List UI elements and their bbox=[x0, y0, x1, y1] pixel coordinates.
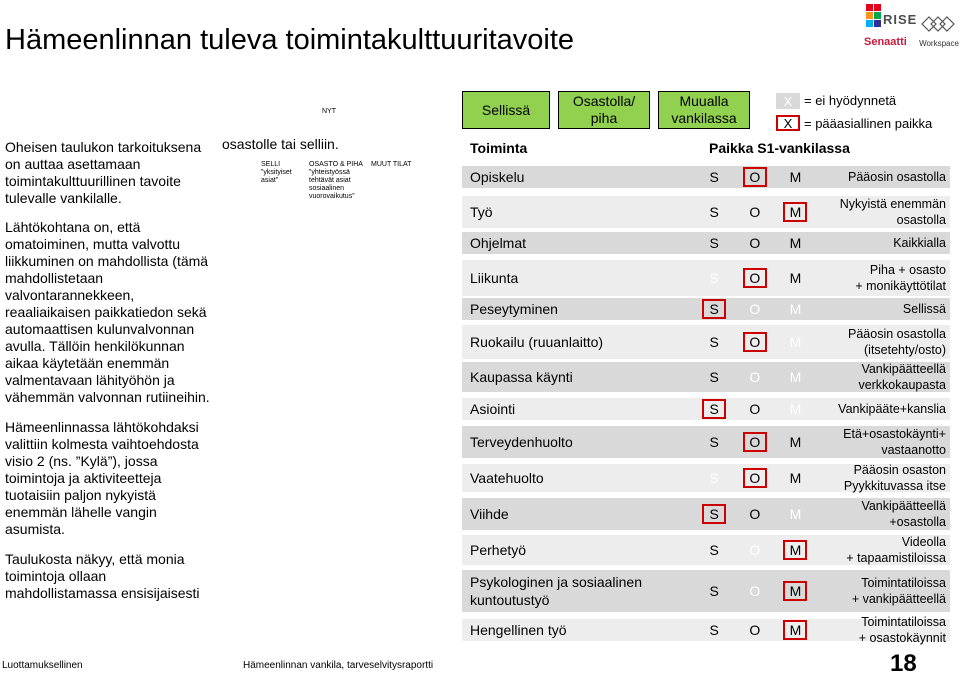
body-text-line: Taulukosta näkyy, että monia bbox=[5, 551, 185, 567]
cell-location-o: O bbox=[749, 204, 761, 220]
column-header-ward-line1: Osastolla/ bbox=[572, 93, 636, 109]
row-place bbox=[807, 614, 950, 646]
row-place-line: Vankipääte+kanslia bbox=[838, 402, 946, 416]
location-cells bbox=[702, 399, 807, 419]
row-label: Liikunta bbox=[470, 270, 519, 286]
body-text-line: Hämeenlinnassa lähtökohdaksi bbox=[5, 419, 199, 435]
row-label: Hengellinen työ bbox=[470, 622, 567, 638]
row-place bbox=[807, 196, 950, 228]
cell-location-m: M bbox=[789, 334, 802, 350]
muut-tilat-label: MUUT TILAT bbox=[371, 161, 412, 168]
row-place bbox=[807, 498, 950, 530]
column-header-elsewhere bbox=[658, 91, 750, 129]
body-text-line: valmentavaan lähityöhön ja bbox=[5, 372, 175, 388]
row-place-line: Sellissä bbox=[902, 302, 946, 316]
row-place-line: +osastolla bbox=[889, 515, 946, 529]
selli-block-line: SELLI bbox=[261, 161, 281, 168]
cell-location-s: S bbox=[709, 270, 719, 286]
legend-unused-text: = ei hyödynnetä bbox=[804, 93, 897, 108]
row-label: Asiointi bbox=[470, 401, 516, 417]
body-text-line: mahdollistetaan bbox=[5, 270, 104, 286]
overlap-line: osastolle tai selliin. bbox=[222, 136, 339, 152]
row-place-line: Pääosin osastolla bbox=[848, 170, 946, 184]
cell-location-s: S bbox=[709, 235, 719, 251]
page-number: 18 bbox=[890, 650, 917, 677]
location-cells bbox=[702, 167, 807, 187]
cell-location-m: M bbox=[789, 369, 802, 385]
body-text-line: valittiin kolmesta vaihtoehdosta bbox=[5, 436, 199, 452]
row-place bbox=[807, 575, 950, 607]
cell-location-s: S bbox=[709, 622, 719, 638]
row-label: Opiskelu bbox=[470, 169, 525, 185]
row-label bbox=[462, 573, 702, 609]
cell-location-o: O bbox=[749, 542, 761, 558]
location-cells bbox=[702, 581, 807, 601]
selli-block-line: ”yksityiset bbox=[261, 169, 292, 176]
cell-location-o: O bbox=[749, 235, 761, 251]
row-place-line: Kaikkialla bbox=[893, 236, 946, 250]
row-place-line: vastaanotto bbox=[881, 443, 946, 457]
cell-location-o: O bbox=[749, 301, 761, 317]
row-label-line: Psykologinen ja sosiaalinen bbox=[470, 574, 642, 590]
body-text-line: liikkuminen on mahdollista (tämä bbox=[5, 253, 209, 269]
table-row bbox=[462, 362, 950, 392]
row-label: Ohjelmat bbox=[470, 235, 527, 251]
row-place-line: + monikäyttötilat bbox=[855, 279, 946, 293]
cell-location-m: M bbox=[789, 470, 802, 486]
cell-location-o: O bbox=[743, 468, 767, 488]
row-place-line: Pyykkituvassa itse bbox=[843, 479, 946, 493]
row-place-line: Toimintatiloissa bbox=[861, 576, 946, 590]
row-place-line: Vankipäätteellä bbox=[861, 499, 946, 513]
cell-location-o: O bbox=[749, 369, 761, 385]
cell-location-s: S bbox=[702, 399, 726, 419]
body-text-line: on auttaa asettamaan bbox=[5, 156, 141, 172]
cell-location-o: O bbox=[749, 401, 761, 417]
row-place-line: Nykyistä enemmän bbox=[839, 197, 946, 211]
table-row bbox=[462, 166, 950, 188]
row-place-line: Pääosin osastolla bbox=[848, 327, 946, 341]
body-text-line: toimintakulttuurillinen tavoite bbox=[5, 173, 181, 189]
legend-primary-text: = pääasiallinen paikka bbox=[804, 116, 933, 131]
location-cells bbox=[702, 468, 807, 488]
column-header-cell-text: Sellissä bbox=[481, 101, 531, 118]
row-place-line: Toimintatiloissa bbox=[861, 615, 946, 629]
row-label: Peseytyminen bbox=[470, 301, 558, 317]
row-place-line: verkkokaupasta bbox=[858, 378, 946, 392]
row-label: Työ bbox=[470, 204, 493, 220]
row-place bbox=[807, 462, 950, 494]
location-cells bbox=[702, 268, 807, 288]
osasto-block bbox=[309, 161, 363, 201]
footer-confidential: Luottamuksellinen bbox=[2, 660, 83, 671]
table-row bbox=[462, 196, 950, 228]
row-place bbox=[807, 426, 950, 458]
row-label: Vaatehuolto bbox=[470, 470, 544, 486]
body-text-line: omatoiminen, mutta valvottu bbox=[5, 236, 181, 252]
body-text-line: vähemmän valvonnan rutiineihin. bbox=[5, 389, 210, 405]
cell-location-m: M bbox=[783, 540, 807, 560]
body-text-line: reaaliaikaisen paikkatiedon sekä bbox=[5, 304, 207, 320]
table-row bbox=[462, 325, 950, 359]
cell-location-o: O bbox=[749, 506, 761, 522]
cell-location-s: S bbox=[709, 334, 719, 350]
row-place bbox=[807, 326, 950, 358]
body-text-line: visio 2 (ns. ”Kylä”), jossa bbox=[5, 453, 158, 469]
table-row bbox=[462, 570, 950, 612]
cell-location-m: M bbox=[789, 301, 802, 317]
cell-location-o: O bbox=[743, 167, 767, 187]
cell-location-m: M bbox=[789, 235, 802, 251]
table-row bbox=[462, 398, 950, 420]
body-text-line: asumista. bbox=[5, 521, 65, 537]
table-row bbox=[462, 464, 950, 492]
cell-location-m: M bbox=[789, 270, 802, 286]
table-row bbox=[462, 535, 950, 565]
workspace-logo-icon bbox=[920, 14, 958, 34]
cell-location-s: S bbox=[709, 583, 719, 599]
legend-unused-mark: X bbox=[776, 93, 800, 109]
selli-block bbox=[261, 161, 292, 185]
row-place bbox=[807, 301, 950, 317]
row-label: Ruokailu (ruuanlaitto) bbox=[470, 334, 604, 350]
row-place-line: + tapaamistiloissa bbox=[846, 551, 946, 565]
body-text-line: automaattisen kulunvalvonnan bbox=[5, 321, 195, 337]
osasto-block-line: vuorovaikutus” bbox=[309, 193, 355, 200]
body-text-line: avulla. Tällöin henkilökunnan bbox=[5, 338, 185, 354]
osasto-block-line: sosiaalinen bbox=[309, 185, 345, 192]
column-header-elsewhere-line2: vankilassa bbox=[671, 110, 737, 126]
row-label: Kaupassa käynti bbox=[470, 369, 573, 385]
page-title: Hämeenlinnan tuleva toimintakulttuuritavoite bbox=[5, 24, 575, 56]
cell-location-s: S bbox=[709, 369, 719, 385]
row-label: Viihde bbox=[470, 506, 509, 522]
body-text-line: tuotaisiin paljon nykyistä bbox=[5, 487, 156, 503]
table-row bbox=[462, 615, 950, 645]
row-place-line: Vankipäätteellä bbox=[861, 362, 946, 376]
body-text-line: valvontarannekkeen, bbox=[5, 287, 135, 303]
nyt-label: NYT bbox=[322, 108, 336, 115]
body-text-line: aikaa käytetään enemmän bbox=[5, 355, 170, 371]
column-header-ward bbox=[558, 91, 650, 129]
cell-location-m: M bbox=[789, 169, 802, 185]
body-text-line: toimintoja ja aktiviteetteja bbox=[5, 470, 162, 486]
osasto-block-line: tehtävät asiat bbox=[309, 177, 351, 184]
senaatti-logo: Senaatti bbox=[864, 36, 907, 48]
cell-location-m: M bbox=[783, 581, 807, 601]
body-text-line: enemmän lähelle vangin bbox=[5, 504, 157, 520]
rise-logo-text: RISE bbox=[883, 12, 918, 27]
row-label: Terveydenhuolto bbox=[470, 434, 573, 450]
cell-location-s: S bbox=[709, 434, 719, 450]
cell-location-o: O bbox=[743, 332, 767, 352]
table-row bbox=[462, 260, 950, 296]
place-header: Paikka S1-vankilassa bbox=[709, 140, 850, 156]
row-place bbox=[807, 534, 950, 566]
row-place-line: osastolla bbox=[896, 213, 946, 227]
legend-primary-mark: X bbox=[776, 115, 800, 131]
table-row bbox=[462, 232, 950, 254]
row-place-line: Etä+osastokäynti+ bbox=[843, 427, 946, 441]
row-place-line: + vankipäätteellä bbox=[851, 592, 946, 606]
table-row bbox=[462, 426, 950, 458]
osasto-block-line: OSASTO & PIHA bbox=[309, 161, 363, 168]
cell-location-m: M bbox=[789, 401, 802, 417]
body-text-line: mahdollistamassa ensisijaisesti bbox=[5, 585, 200, 601]
body-text-line: Oheisen taulukon tarkoituksena bbox=[5, 139, 202, 155]
body-text-line: tulevalle vankilalle. bbox=[5, 190, 122, 206]
cell-location-o: O bbox=[749, 622, 761, 638]
column-header-elsewhere-line1: Muualla bbox=[679, 93, 729, 109]
cell-location-o: O bbox=[743, 432, 767, 452]
row-place bbox=[807, 169, 950, 185]
table-row bbox=[462, 298, 950, 320]
selli-block-line: asiat” bbox=[261, 177, 279, 184]
location-cells bbox=[702, 504, 807, 524]
row-place bbox=[807, 235, 950, 251]
row-place bbox=[807, 401, 950, 417]
location-cells bbox=[702, 299, 807, 319]
cell-location-s: S bbox=[702, 299, 726, 319]
workspace-logo-text: Workspace bbox=[919, 39, 959, 48]
row-label: Perhetyö bbox=[470, 542, 527, 558]
cell-location-o: O bbox=[749, 583, 761, 599]
activity-header: Toiminta bbox=[470, 140, 528, 156]
row-place-line: Piha + osasto bbox=[869, 263, 946, 277]
location-cells bbox=[702, 233, 807, 253]
body-text-line: toimintoja ollaan bbox=[5, 568, 107, 584]
cell-location-s: S bbox=[709, 169, 719, 185]
row-label-line: kuntoutustyö bbox=[470, 592, 550, 608]
cell-location-m: M bbox=[783, 202, 807, 222]
footer-report-name: Hämeenlinnan vankila, tarveselvitysraportti bbox=[243, 660, 434, 671]
workspace-logo bbox=[918, 14, 960, 48]
osasto-block-line: ”yhteistyössä bbox=[309, 169, 350, 176]
row-place-line: Pääosin osaston bbox=[853, 463, 946, 477]
cell-location-s: S bbox=[709, 470, 719, 486]
location-cells bbox=[702, 367, 807, 387]
location-cells bbox=[702, 202, 807, 222]
column-header-ward-line2: piha bbox=[590, 110, 618, 126]
location-cells bbox=[702, 332, 807, 352]
cell-location-o: O bbox=[743, 268, 767, 288]
row-place-line: + osastokäynnit bbox=[858, 631, 946, 645]
location-cells bbox=[702, 620, 807, 640]
location-cells bbox=[702, 540, 807, 560]
rise-logo bbox=[866, 4, 918, 34]
row-place bbox=[807, 361, 950, 393]
cell-location-m: M bbox=[789, 506, 802, 522]
cell-location-m: M bbox=[783, 620, 807, 640]
cell-location-s: S bbox=[702, 504, 726, 524]
location-cells bbox=[702, 432, 807, 452]
cell-location-s: S bbox=[709, 204, 719, 220]
cell-location-s: S bbox=[709, 542, 719, 558]
row-place bbox=[807, 262, 950, 294]
column-header-cell bbox=[462, 91, 550, 129]
body-text-line: Lähtökohtana on, että bbox=[5, 219, 141, 235]
cell-location-m: M bbox=[789, 434, 802, 450]
table-row bbox=[462, 498, 950, 530]
row-place-line: Videolla bbox=[901, 535, 946, 549]
row-place-line: (itsetehty/osto) bbox=[864, 343, 946, 357]
